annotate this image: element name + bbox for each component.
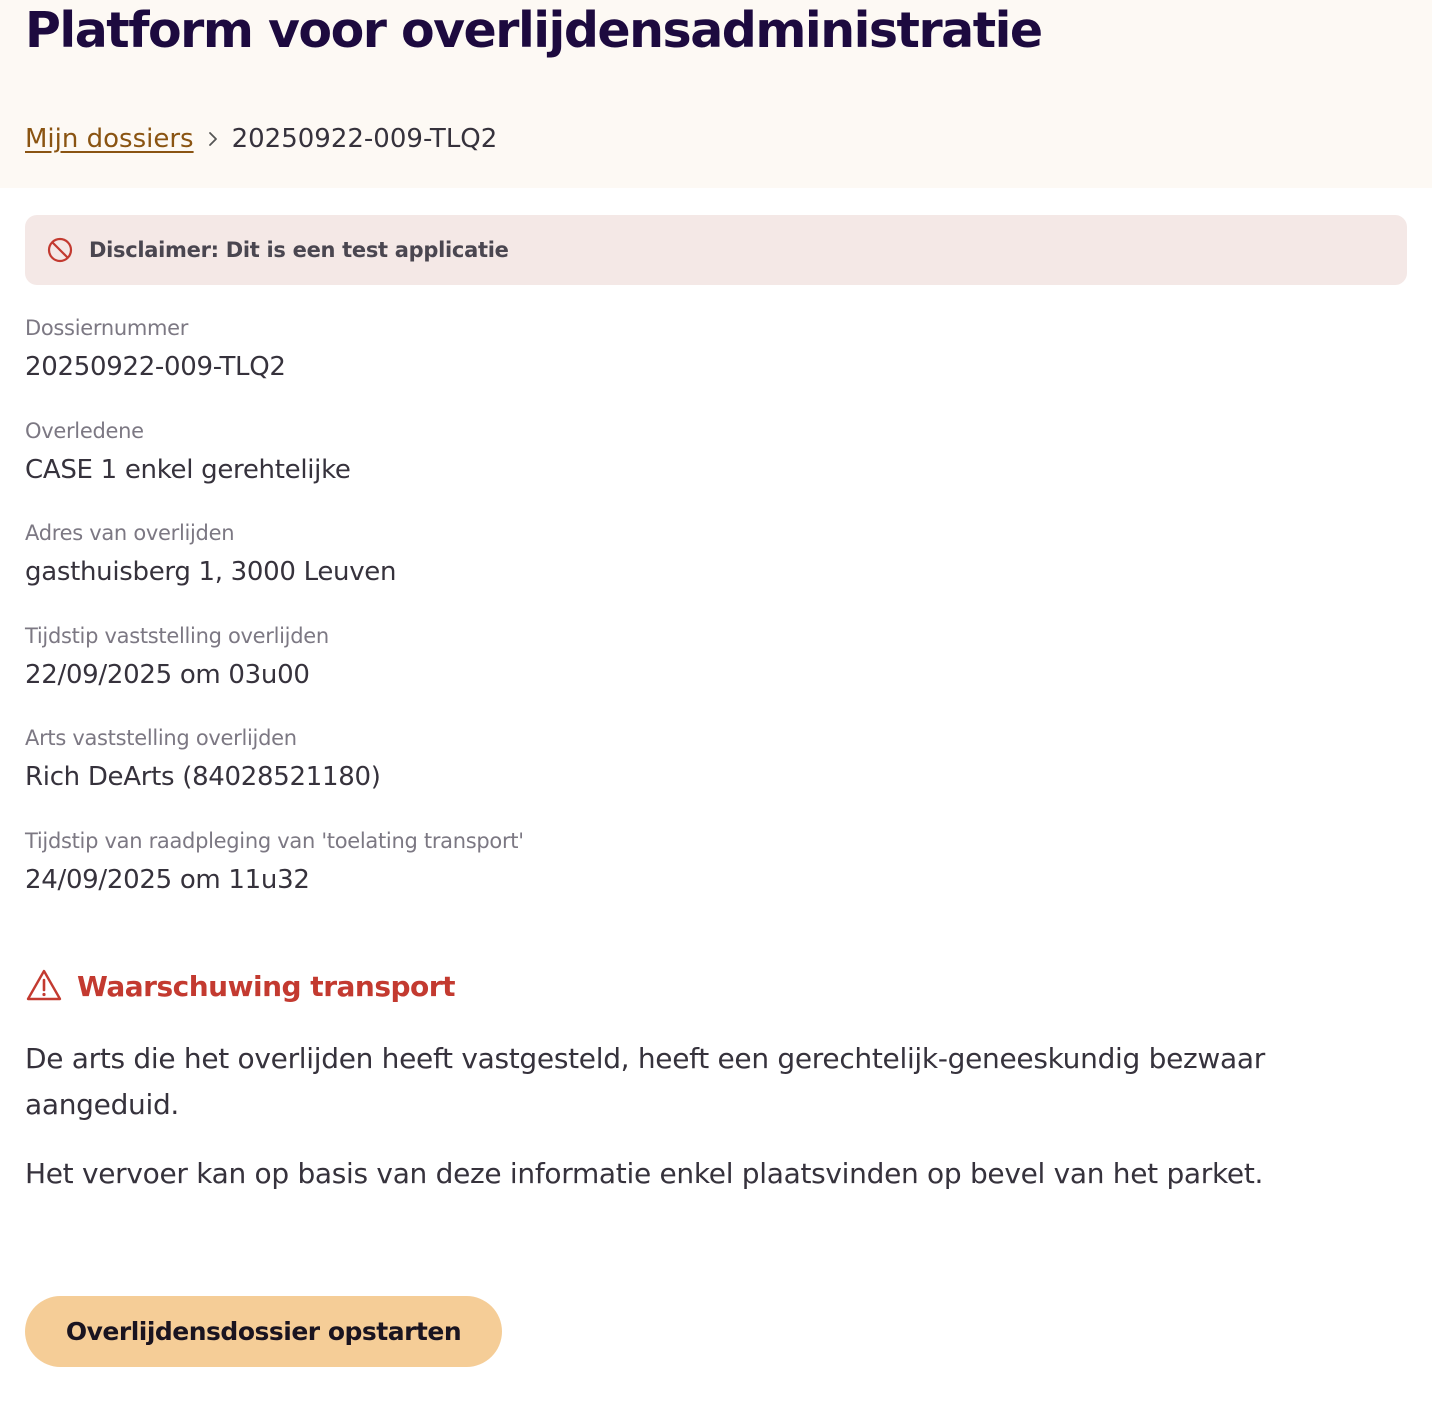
warning-triangle-icon	[25, 967, 63, 1005]
detail-value: 22/09/2025 om 03u00	[25, 659, 310, 690]
breadcrumb-link-mijn-dossiers[interactable]: Mijn dossiers	[25, 124, 194, 154]
disclaimer-text: Disclaimer: Dit is een test applicatie	[89, 238, 509, 262]
warning-paragraph: Het vervoer kan op basis van deze informatie enkel plaatsvinden op bevel van het parket.	[25, 1157, 1264, 1190]
detail-value: CASE 1 enkel gerehtelijke	[25, 454, 351, 485]
detail-tijdstip-raadpleging	[25, 827, 1405, 930]
app-title: Platform voor overlijdensadministratie	[25, 2, 1042, 59]
detail-overledene	[25, 417, 1405, 520]
detail-value: Rich DeArts (84028521180)	[25, 762, 381, 793]
detail-label: Adres van overlijden	[25, 521, 235, 546]
start-dossier-button[interactable]: Overlijdensdossier opstarten	[25, 1296, 502, 1367]
breadcrumb-current: 20250922-009-TLQ2	[231, 124, 498, 154]
detail-label: Tijdstip van raadpleging van 'toelating transport'	[25, 828, 524, 853]
warning-paragraph: De arts die het overlijden heeft vastgesteld, heeft een gerechtelijk-geneeskundig bezwaar aangeduid.	[25, 1042, 1265, 1121]
disclaimer-banner	[25, 215, 1407, 285]
detail-value: 20250922-009-TLQ2	[25, 352, 286, 382]
detail-arts	[25, 724, 1405, 827]
dossier-details	[25, 314, 1405, 930]
warning-title: Waarschuwing transport	[77, 969, 455, 1003]
detail-value: gasthuisberg 1, 3000 Leuven	[25, 557, 397, 588]
detail-label: Arts vaststelling overlijden	[25, 726, 297, 751]
warning-heading	[25, 967, 455, 1005]
prohibited-icon	[46, 236, 74, 264]
warning-body	[25, 1036, 1355, 1197]
detail-label: Dossiernummer	[25, 316, 189, 340]
detail-tijdstip-vaststelling	[25, 622, 1405, 725]
detail-value: 24/09/2025 om 11u32	[25, 864, 310, 895]
chevron-right-icon	[194, 130, 232, 148]
page-header	[0, 0, 1432, 188]
detail-label: Overledene	[25, 418, 144, 443]
breadcrumb	[25, 124, 497, 154]
detail-dossiernummer	[25, 314, 1405, 417]
detail-label: Tijdstip vaststelling overlijden	[25, 623, 329, 648]
detail-adres	[25, 519, 1405, 622]
